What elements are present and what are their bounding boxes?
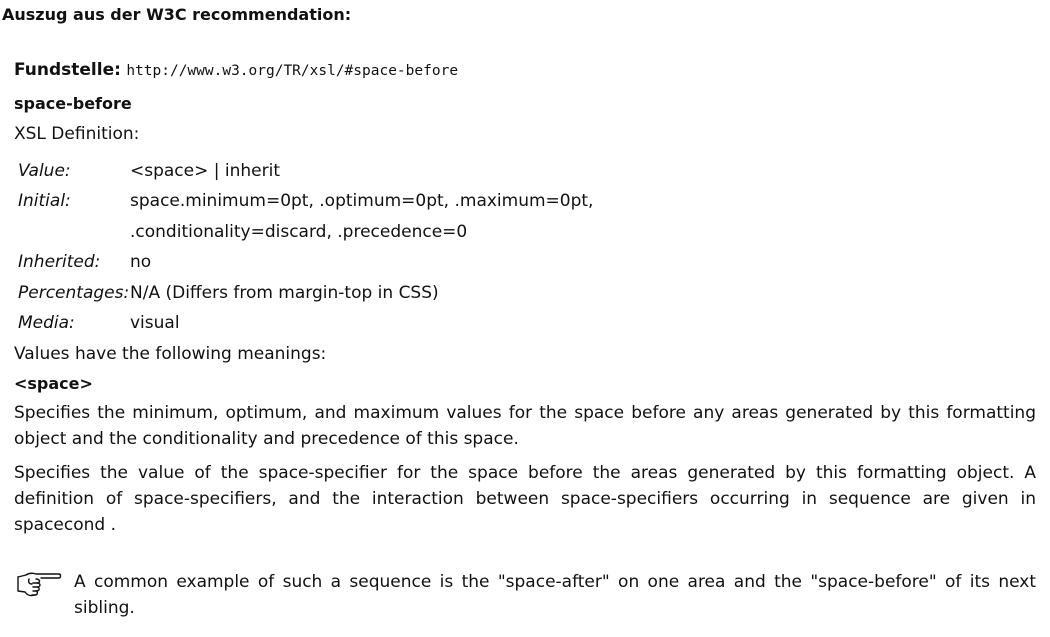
- initial-label: Initial:: [18, 191, 71, 212]
- definition-table: [16, 156, 593, 338]
- inherited-label: Inherited:: [18, 252, 101, 273]
- note-text: A common example of such a sequence is the "space-after" on one area and the "space-before" of its next sibling.: [74, 572, 1036, 618]
- space-term: <space>: [14, 374, 93, 393]
- definition-row-inherited: [16, 247, 593, 277]
- inherited-text: no: [130, 252, 152, 273]
- property-name: space-before: [14, 94, 132, 113]
- definition-row-media: [16, 308, 593, 338]
- xsl-definition-label: XSL Definition:: [14, 124, 140, 144]
- value-label: Value:: [18, 161, 71, 181]
- pointing-hand-icon: [16, 570, 62, 598]
- definition-row-value: [16, 156, 593, 186]
- source-reference: [14, 60, 458, 80]
- definition-row-initial: [16, 186, 593, 247]
- source-url: http://www.w3.org/TR/xsl/#space-before: [126, 63, 459, 79]
- initial-text: [130, 186, 593, 247]
- percentages-label: Percentages:: [18, 282, 130, 303]
- media-label: Media:: [18, 313, 75, 334]
- section-heading: Auszug aus der W3C recommendation:: [2, 5, 352, 24]
- initial-line-2: .conditionality=discard, .precedence=0: [130, 221, 468, 242]
- media-text: visual: [130, 313, 180, 334]
- source-label: Fundstelle:: [14, 60, 121, 80]
- initial-line-1: space.minimum=0pt, .optimum=0pt, .maximum=0pt,: [130, 191, 594, 212]
- definition-row-percentages: [16, 278, 593, 308]
- meanings-intro: Values have the following meanings:: [14, 344, 327, 364]
- percentages-text: N/A (Differs from margin-top in CSS): [130, 282, 439, 303]
- value-text: <space> | inherit: [130, 161, 281, 181]
- paragraph-space-specifier: Specifies the value of the space-specifier for the space before the areas generated by this formatting object. A definition of space-specifiers, and the interaction between space-specifiers occurring in sequence are given in spacecond .: [14, 463, 1036, 535]
- paragraph-minimum-optimum: Specifies the minimum, optimum, and maximum values for the space before any areas generated by this formatting object and the conditionality and precedence of this space.: [14, 403, 1036, 449]
